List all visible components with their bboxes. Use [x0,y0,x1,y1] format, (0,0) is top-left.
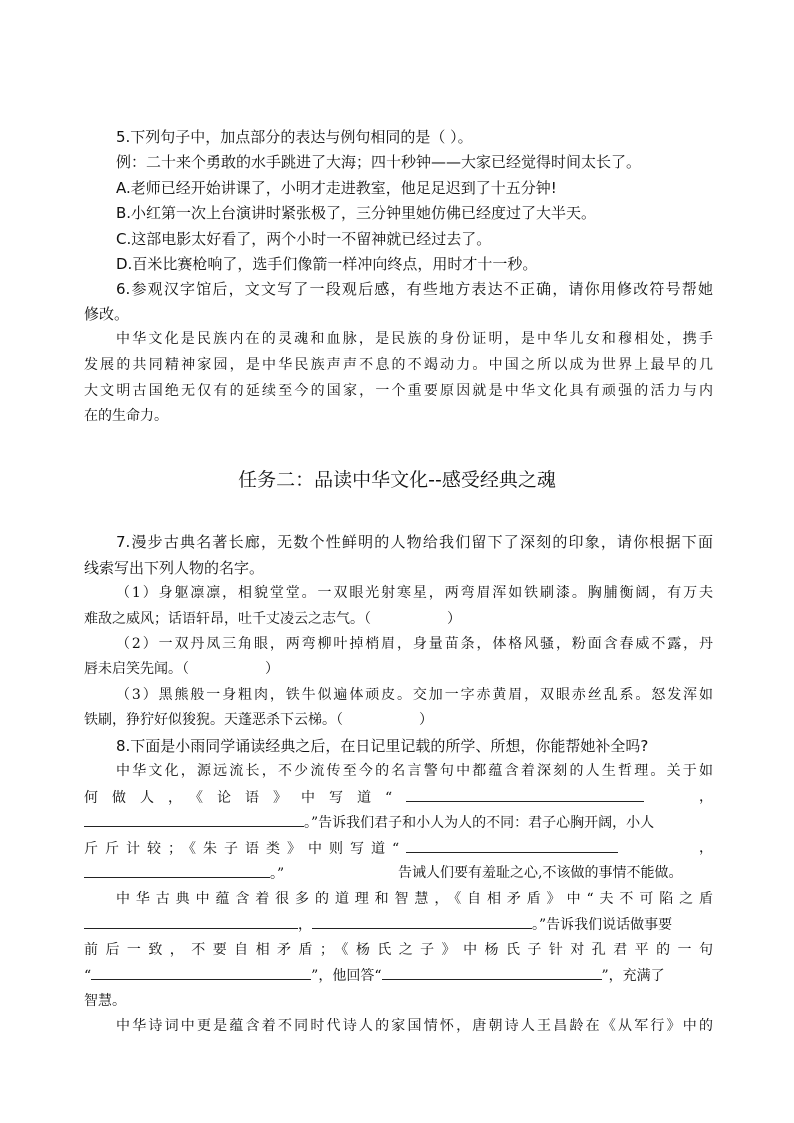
q8-line: 中华诗词中更是蕴含着不同时代诗人的家国情怀，唐朝诗人王昌龄在《从军行》中的 [116,1018,713,1034]
q8-text: ， [699,789,713,805]
q8-text: ， [699,840,713,856]
close-paren: ） [265,661,279,677]
q8-line [84,914,672,935]
q8-text: ， [298,917,312,933]
q5-stem: 5.下列句子中，加点部分的表达与例句相同的是（ ）。 [116,128,473,146]
q5-option-b: B.小红第一次上台演讲时紧张极了，三分钟里她仿佛已经度过了大半天。 [116,204,597,222]
q8-stem: 8.下面是小雨同学诵读经典之后，在日记里记载的所学、所想，你能帮她补全吗? [116,737,649,755]
q8-text: ”，充满了 [601,968,665,984]
q7-clue-1-cont [84,609,461,629]
answer-blank[interactable] [382,965,602,980]
q8-line [84,863,284,884]
q8-text: “ [84,968,92,984]
q6-stem: 6.参观汉字馆后，文文写了一段观后感，有些地方表达不正确，请你用修改符号帮她 [116,280,713,298]
q5-option-d: D.百米比赛枪响了，选手们像箭一样冲向终点，用时才十一秒。 [116,255,538,273]
q8-line: 中华文化，源远流长，不少流传至今的名言警句中都蕴含着深刻的人生哲理。关于如 [116,763,713,779]
answer-blank[interactable] [84,863,270,878]
answer-blank[interactable] [406,838,618,853]
q8-line [84,965,665,986]
q7-clue-1-text: 难敌之威风；话语轩昂，吐千丈凌云之志气。（ [84,611,371,627]
q5-example: 例：二十来个勇敢的水手跳进了大海；四十秒钟——大家已经觉得时间太长了。 [116,153,642,171]
task2-title: 任务二：品读中华文化--感受经典之魂 [238,469,556,491]
q8-text: 。”告诉我们说话做事要 [532,917,673,933]
q8-line: 前后一致，不要自相矛盾；《杨氏之子》中杨氏子针对孔君平的一句 [84,942,713,958]
q6-passage-line: 在的生命力。 [84,408,168,424]
q8-text: 斤斤计较；《朱子语类》中则写道“ [84,841,407,857]
answer-blank[interactable] [91,965,311,980]
q8-line [84,812,654,833]
q8-line [84,838,713,859]
q7-clue-3: （3）黑熊般一身粗肉，铁牛似遍体顽皮。交加一字赤黄眉，双眼赤丝乱系。怒发浑如 [116,687,713,703]
answer-blank[interactable] [84,812,304,827]
q6-passage-line: 大文明古国绝无仅有的延续至今的国家，一个重要原因就是中华文化具有顽强的活力与内 [84,383,713,399]
q8-line: 告诫人们要有羞耻之心,不该做的事情不能做。 [398,865,683,881]
close-paren: ） [419,712,433,728]
q7-clue-3-cont [84,710,433,730]
q7-clue-3-text: 铁刷，狰狞好似狻猊。天蓬恶杀下云梯。（ [84,712,343,728]
q8-text: 。” [270,866,285,882]
q6-passage-line: 中华文化是民族内在的灵魂和血脉，是民族的身份证明，是中华儿女和穆相处，携手 [116,331,713,347]
q8-text: 何做人，《论语》中写道“ [84,790,407,806]
q7-clue-2-text: 唇未启笑先闻。（ [84,661,189,677]
q8-line: 智慧。 [84,993,126,1009]
answer-blank[interactable] [312,914,532,929]
answer-blank[interactable] [406,787,644,802]
q7-clue-2: （2）一双丹凤三角眼，两弯柳叶掉梢眉，身量苗条，体格风骚，粉面含春威不露，丹 [116,636,713,652]
q8-line [84,787,713,808]
q7-clue-1: （1）身躯凛凛，相貌堂堂。一双眼光射寒星，两弯眉浑如铁刷漆。胸脯衡阔，有万夫 [116,585,713,601]
q7-stem-cont: 线索写出下列人物的名字。 [84,559,265,577]
q7-clue-2-cont [84,659,279,679]
q5-option-a: A.老师已经开始讲课了，小明才走进教室，他足足迟到了十五分钟! [116,179,557,197]
q6-stem-cont: 修改。 [84,305,130,323]
close-paren: ） [447,611,461,627]
q7-stem: 7.漫步古典名著长廊，无数个性鲜明的人物给我们留下了深刻的印象，请你根据下面 [116,533,713,551]
q8-text: 。”告诉我们君子和小人为人的不同：君子心胸开阔，小人 [304,815,655,831]
q6-passage-line: 发展的共同精神家园，是中华民族声声不息的不竭动力。中国之所以成为世界上最早的几 [84,357,713,373]
q5-option-c: C.这部电影太好看了，两个小时一不留神就已经过去了。 [116,230,492,248]
answer-blank[interactable] [84,914,298,929]
q8-text: ”，他回答“ [311,968,382,984]
q8-line: 中华古典中蕴含着很多的道理和智慧，《自相矛盾》中“夫不可陷之盾 [116,891,713,907]
